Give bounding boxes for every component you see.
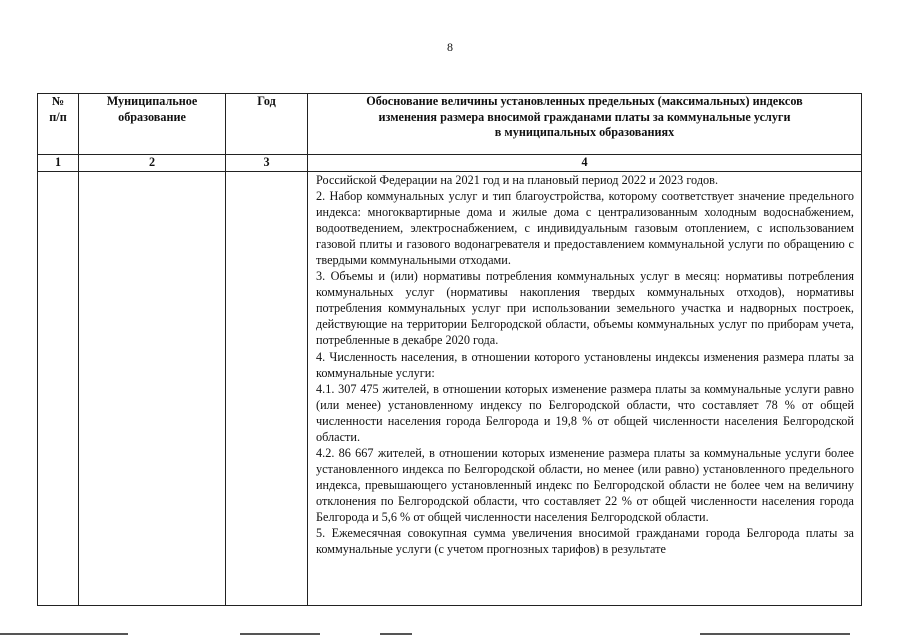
- paragraph: 4.1. 307 475 жителей, в отношении которых изменение размера платы за коммунальные услуги равно (или менее) установленному индексу по Белгородской области, что составляет 78 % от общей численности населения города Белгорода и 19,8 % от общей численности населения Белгородской области.: [316, 381, 854, 444]
- header-number: [38, 94, 79, 155]
- header-year: [226, 94, 308, 155]
- header-number-label: № п/п: [49, 94, 67, 124]
- header-justification-label: Обоснование величины установленных предельных (максимальных) индексов изменения размера вносимой гражданами платы за коммунальные услуги в муниципальных образованиях: [366, 94, 803, 139]
- column-number-4: 4: [308, 155, 862, 172]
- justification-text: [308, 172, 861, 605]
- column-number-row: [38, 155, 862, 172]
- header-municipality: [79, 94, 226, 155]
- page-number: 8: [447, 40, 453, 54]
- body-cell-municipality: [79, 172, 226, 606]
- paragraph: 3. Объемы и (или) нормативы потребления коммунальных услуг в месяц: нормативы потребления коммунальных услуг (нормативы накопления твердых коммунальных отходов), нормативы потребления коммунальных услуг при использовании земельного участка и надворных построек, действующие на территории Белгородской области, объемы коммунальных услуг по приборам учета, потребленные в декабре 2020 года.: [316, 269, 854, 348]
- paragraph: Российской Федерации на 2021 год и на плановый период 2022 и 2023 годов.: [316, 173, 719, 187]
- body-row: [38, 172, 862, 606]
- header-year-label: Год: [257, 94, 276, 108]
- column-number-3: 3: [226, 155, 308, 172]
- body-cell-justification: [308, 172, 862, 606]
- header-municipality-label: Муниципальное образование: [106, 94, 198, 124]
- header-row: [38, 94, 862, 155]
- column-number-1: 1: [38, 155, 79, 172]
- paragraph: 5. Ежемесячная совокупная сумма увеличения вносимой гражданами города Белгорода платы за коммунальные услуги (с учетом прогнозных тарифов) в результате: [316, 526, 854, 557]
- header-justification: [308, 94, 862, 155]
- bottom-rule: [0, 633, 128, 635]
- bottom-rule: [240, 633, 320, 635]
- bottom-rule: [380, 633, 412, 635]
- column-number-2: 2: [79, 155, 226, 172]
- paragraph: 4.2. 86 667 жителей, в отношении которых изменение размера платы за коммунальные услуги более установленного индекса по Белгородской области, но менее (или равно) установленного предельного индекса, превышающего установленный индекс по Белгородской области не более чем на величину отклонения по Белгородской области, что составляет 22 % от общей численности населения города Белгорода и 5,6 % от общей численности населения Белгородской области.: [316, 445, 854, 524]
- paragraph: 4. Численность населения, в отношении которого установлены индексы изменения размера платы за коммунальные услуги:: [316, 349, 854, 380]
- paragraph: 2. Набор коммунальных услуг и тип благоустройства, которому соответствует значение предельного индекса: многоквартирные дома и жилые дома с централизованным холодным водоснабжением, водоотведением, электроснабжением, с индивидуальным газовым отоплением, с использованием газовой плиты и газового водонагревателя и предоставлением коммунальной услуги по обращению с твердыми коммунальными отходами.: [316, 189, 854, 268]
- body-cell-year: [226, 172, 308, 606]
- body-cell-number: [38, 172, 79, 606]
- justification-table: [37, 93, 862, 606]
- bottom-rule: [700, 633, 850, 635]
